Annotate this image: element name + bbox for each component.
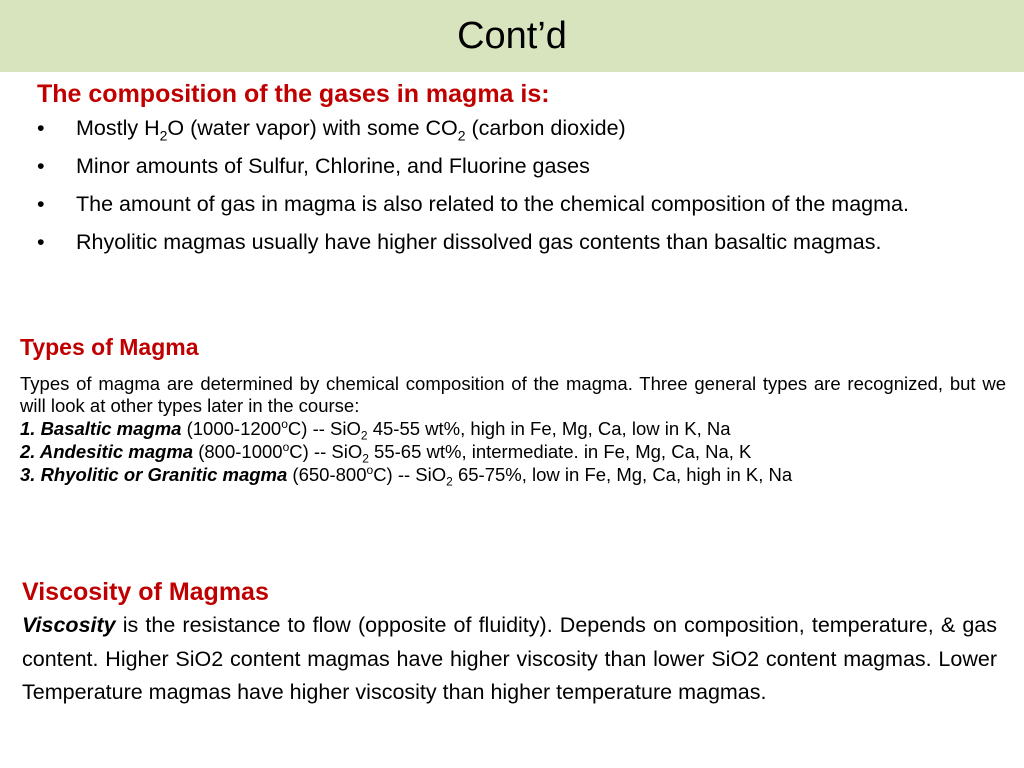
magma-type-name: 1. Basaltic magma	[20, 418, 182, 439]
bullet-icon: •	[37, 116, 45, 140]
list-item	[37, 151, 987, 181]
subscript: 2	[457, 127, 466, 144]
list-item	[37, 189, 987, 219]
text: Minor amounts of Sulfur, Chlorine, and Fluorine gases	[76, 154, 590, 178]
viscosity-heading: Viscosity of Magmas	[22, 578, 269, 606]
list-item	[37, 113, 987, 143]
title-bar	[0, 0, 1024, 72]
magma-type-item: 3. Rhyolitic or Granitic magma (650-800$^o$C) -- SiO$_2$ 65-75%, low in Fe, Mg, Ca, high in K, Na	[20, 462, 793, 489]
bullet-icon: •	[37, 192, 45, 216]
slide-title: Cont’d	[457, 14, 567, 57]
magma-type-name: 3. Rhyolitic or Granitic magma	[20, 464, 288, 485]
bullet-icon: •	[37, 230, 45, 254]
magma-types-section	[20, 334, 1006, 489]
viscosity-paragraph	[22, 609, 997, 710]
gas-composition-section	[37, 80, 987, 265]
viscosity-text: is the resistance to flow (opposite of fluidity). Depends on composition, temperature, & gas content. Higher SiO2 content magmas have higher viscosity than lower SiO2 content magmas. Lower Temperature magmas have higher viscosity than higher temperature magmas.	[22, 613, 997, 704]
list-item	[37, 227, 987, 257]
bullet-icon: •	[37, 154, 45, 178]
text: Mostly H	[76, 116, 160, 140]
magma-types-intro: Types of magma are determined by chemical composition of the magma. Three general types are recognized, but we will look at other types later in the course:	[20, 373, 1006, 416]
magma-type-item: 2. Andesitic magma (800-1000$^o$C) -- SiO$_2$ 55-65 wt%, intermediate. in Fe, Mg, Ca, Na, K	[20, 439, 752, 466]
magma-type-item: 1. Basaltic magma (1000-1200$^o$C) -- SiO$_2$ 45-55 wt%, high in Fe, Mg, Ca, low in K, Na	[20, 416, 731, 443]
magma-types-heading: Types of Magma	[20, 334, 199, 360]
text: The amount of gas in magma is also related to the chemical composition of the magma.	[76, 192, 909, 216]
text: O (water vapor) with some CO	[167, 116, 458, 140]
viscosity-section	[22, 578, 997, 710]
gas-composition-heading: The composition of the gases in magma is:	[37, 80, 550, 108]
text: (carbon dioxide)	[465, 116, 626, 140]
gas-bullet-list	[37, 113, 987, 257]
text: Rhyolitic magmas usually have higher dissolved gas contents than basaltic magmas.	[76, 230, 882, 254]
viscosity-term: Viscosity	[22, 613, 116, 637]
magma-type-name: 2. Andesitic magma	[20, 441, 194, 462]
subscript: 2	[159, 127, 168, 144]
